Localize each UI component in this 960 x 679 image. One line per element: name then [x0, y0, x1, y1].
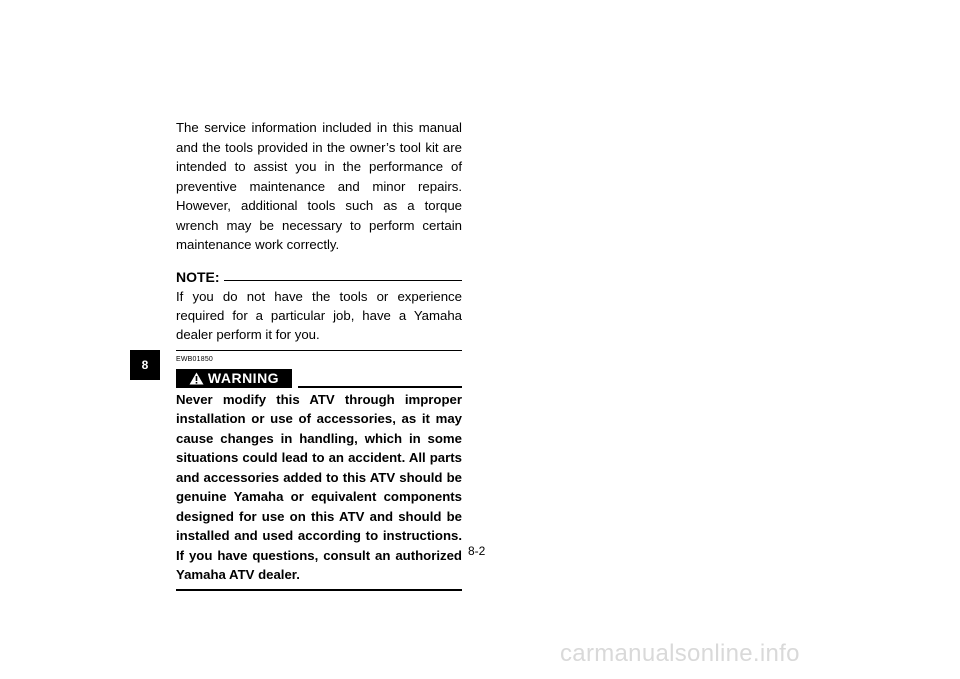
warning-badge — [176, 369, 292, 388]
note-label: NOTE: — [176, 268, 220, 285]
content-column — [176, 118, 462, 591]
warning-end-rule — [176, 589, 462, 591]
note-end-rule — [176, 350, 462, 351]
note-rule — [224, 280, 462, 281]
watermark: carmanualsonline.info — [560, 640, 800, 667]
warning-text: Never modify this ATV through improper installation or use of accessories, as it may cause changes in handling, which in some situations could lead to an accident. All parts and accessories added to this ATV should be genuine Yamaha or equivalent components designed for use on this ATV and should be installed and used according to instructions. If you have questions, consult an authorized Yamaha ATV dealer. — [176, 391, 462, 582]
warning-triangle-icon — [189, 372, 204, 385]
warning-label: WARNING — [207, 370, 280, 386]
warning-header — [176, 367, 462, 388]
intro-paragraph: The service information included in this manual and the tools provided in the owner’s tool kit are intended to assist you in the performance of preventive maintenance and minor repairs. However, additional tools such as a torque wrench may be necessary to perform certain maintenance work correctly. — [176, 120, 462, 252]
note-header — [176, 265, 462, 285]
note-text: If you do not have the tools or experience required for a particular job, have a Yamaha dealer perform it for you. — [176, 288, 462, 342]
page-number: 8-2 — [468, 544, 486, 558]
warning-rule — [298, 386, 462, 388]
chapter-tab: 8 — [130, 350, 160, 380]
warning-code: EWB01850 — [176, 355, 214, 363]
